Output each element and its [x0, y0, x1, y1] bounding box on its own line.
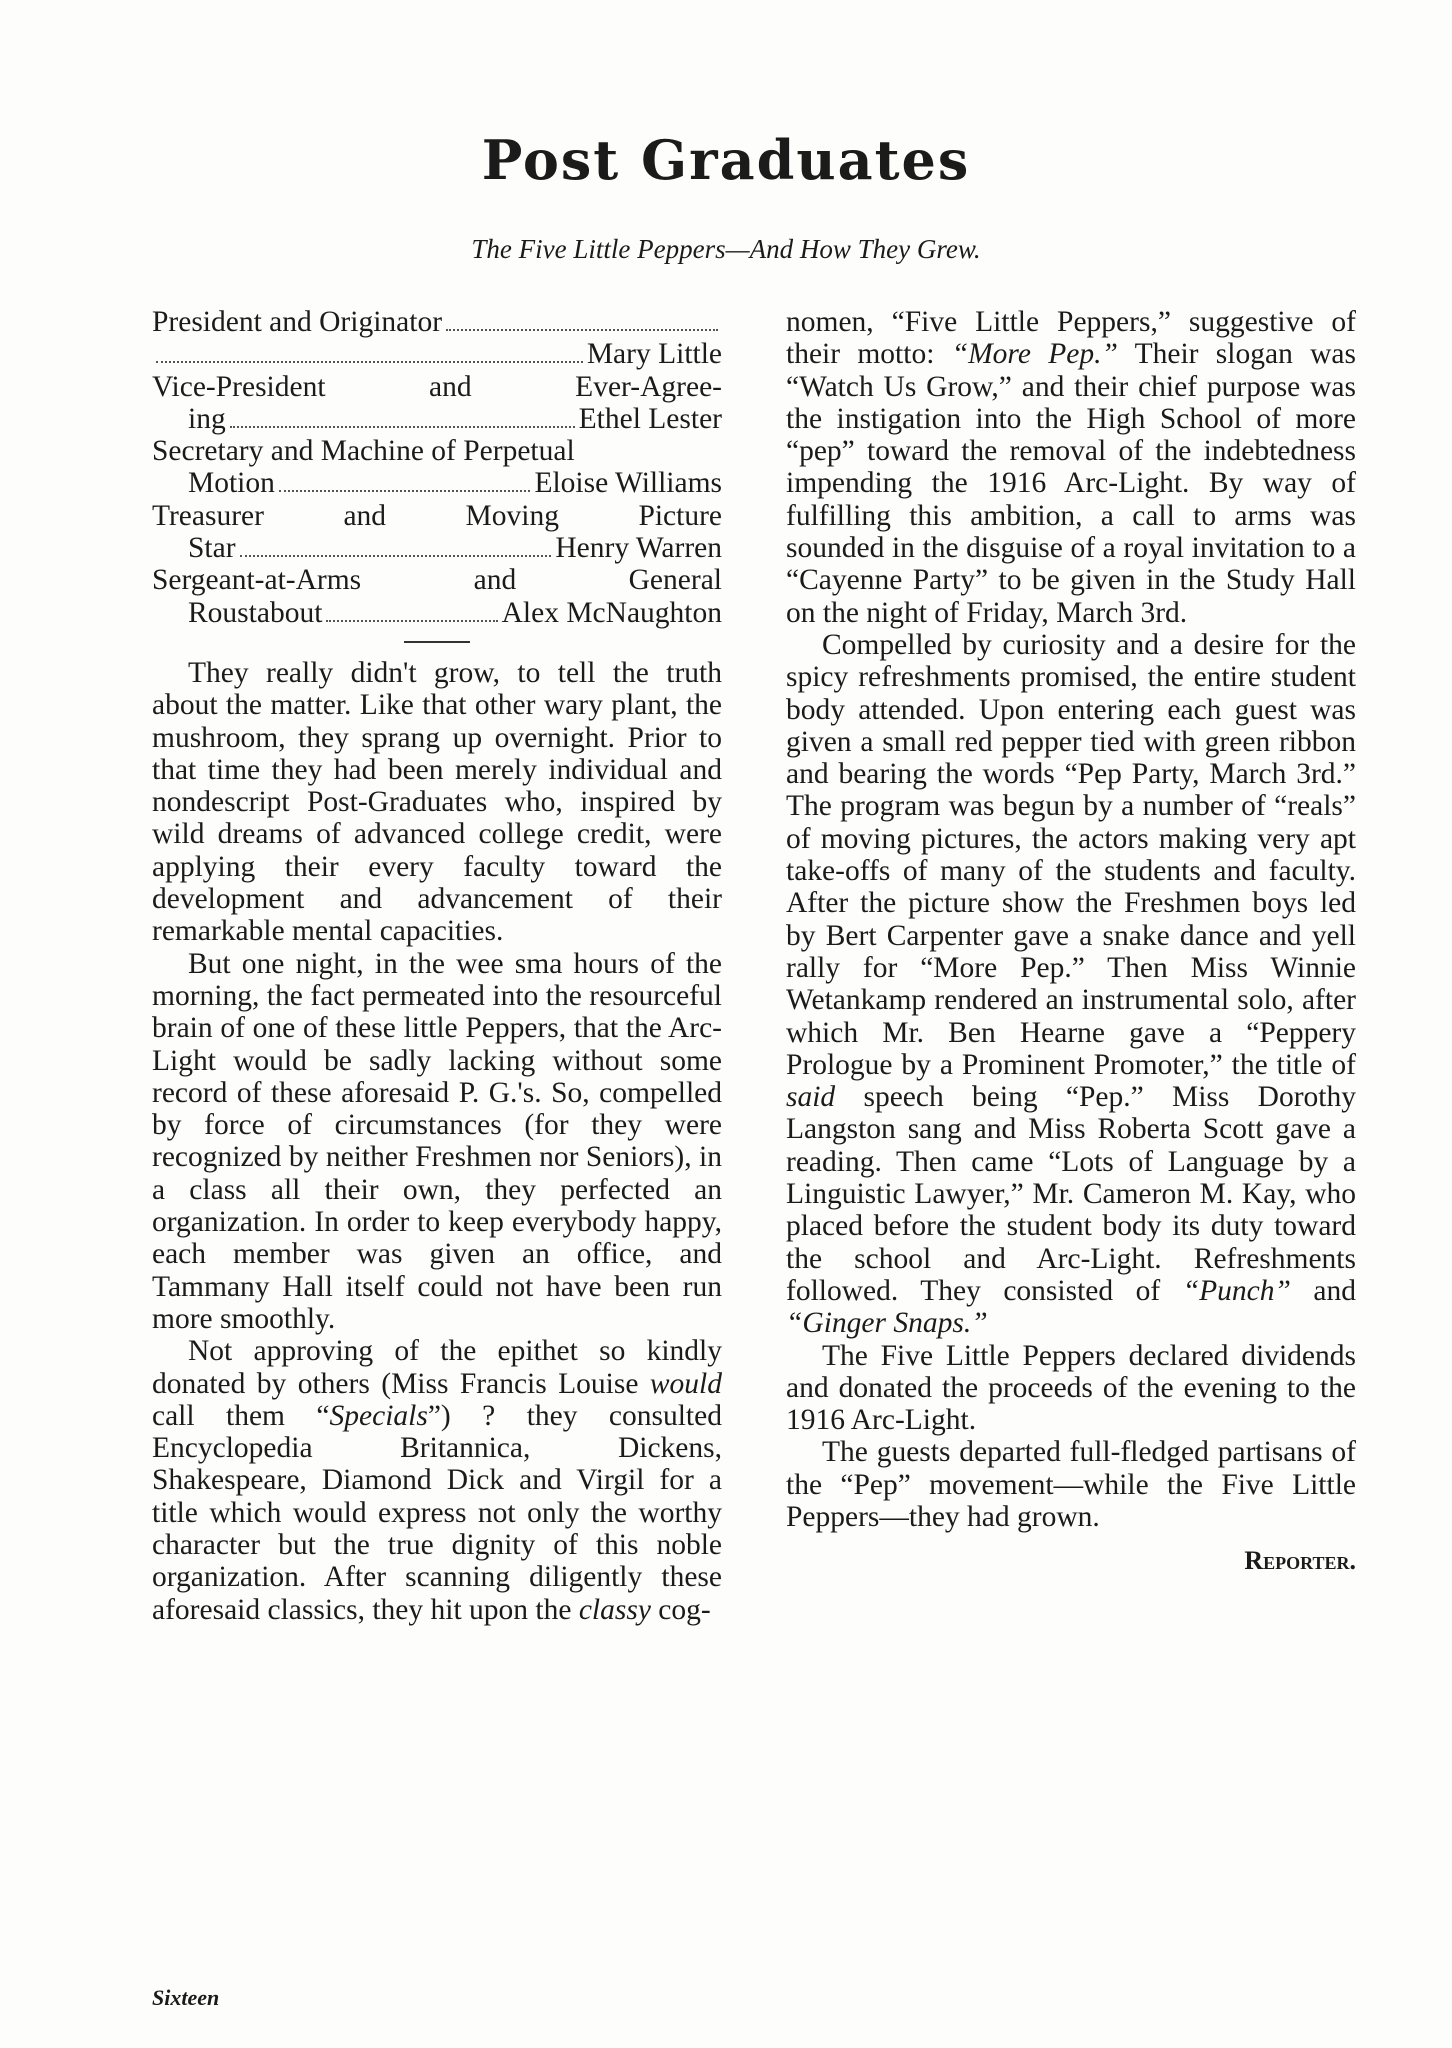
leader-dots: [446, 329, 718, 331]
officer-name: Mary Little: [586, 338, 722, 371]
leader-dots: [279, 490, 531, 492]
text-run: cog-: [650, 1593, 711, 1626]
italic-text: would: [649, 1367, 722, 1400]
officer-entry: [152, 338, 722, 370]
text-run: speech being “Pep.” Miss Dorothy Langston sang and Miss Roberta Scott gave a reading. Then came “Lots of Language by a Linguistic Lawyer,” Mr. Cameron M. Kay, who placed before the student body its duty toward the school and Arc-Light. Refreshments followed. They consisted of: [786, 1081, 1356, 1307]
right-column: [786, 306, 1356, 1578]
leader-dots: [230, 426, 575, 428]
officer-title-cont: Star: [188, 532, 236, 565]
text-run: Not approving of the epithet so kindly donated by others (Miss Francis Louise: [152, 1335, 722, 1400]
leader-dots: [240, 555, 552, 557]
section-divider: [404, 641, 470, 643]
italic-text: said: [786, 1081, 836, 1114]
officer-entry: [152, 597, 722, 629]
italic-text: Specials: [329, 1399, 428, 1432]
officer-title-cont: ing: [188, 402, 226, 435]
leader-dots: [326, 620, 497, 622]
officer-title: President and Originator: [152, 306, 443, 338]
text-run: Compelled by curiosity and a desire for the spicy refreshments promised, the entire student body attended. Upon entering each guest was given a small red pepper tied with green ribbon and bearing the words “Pep Party, March 3rd.” The program was begun by a number of “reals” of moving pictures, the actors making very apt take-offs of many of the students and faculty. After the picture show the Freshmen boys led by Bert Carpenter gave a snake dance and yell rally for “More Pep.” Then Miss Winnie Wetankamp rendered an instrumental solo, after which Mr. Ben Hearne gave a “Peppery Prologue by a Prominent Promoter,” the title of: [786, 628, 1356, 1081]
text-run: nomen, “Five Little Peppers,” suggestive of their motto:: [786, 306, 1356, 371]
officer-name: Henry Warren: [555, 532, 722, 565]
officer-title: Treasurer and Moving Picture: [152, 499, 722, 532]
italic-text: “More Pep.”: [951, 338, 1118, 371]
paragraph: [786, 306, 1356, 629]
officer-entry: [152, 306, 722, 338]
officer-entry: [152, 564, 722, 596]
officer-entry: [152, 371, 722, 403]
paragraph: But one night, in the wee sma hours of the morning, the fact permeated into the resourceful brain of one of these little Peppers, that the Arc-Light would be sadly lacking without some record of these aforesaid P. G.'s. So, compelled by force of circumstances (for they were recognized by neither Freshmen nor Seniors), in a class all their own, they perfected an organization. In order to keep everybody happy, each member was given an office, and Tammany Hall itself could not have been run more smoothly.: [152, 947, 722, 1335]
officer-title-cont: Motion: [188, 467, 275, 500]
page-title: Post Graduates: [481, 128, 971, 192]
leader-dots: [156, 361, 583, 363]
officer-name: Alex McNaughton: [501, 596, 722, 629]
officer-name: Eloise Williams: [534, 467, 722, 500]
page-subtitle: The Five Little Peppers—And How They Grew.: [471, 234, 981, 264]
italic-text: “Punch”: [1182, 1274, 1291, 1307]
officer-title-cont: Roustabout: [188, 596, 323, 629]
left-column: [152, 306, 722, 1626]
text-run: and: [1290, 1274, 1357, 1307]
officer-entry: [152, 435, 722, 467]
officer-list: [152, 306, 722, 629]
officer-entry: [152, 500, 722, 532]
officer-entry: [152, 403, 722, 435]
paragraph: [152, 1335, 722, 1626]
officer-title: Secretary and Machine of Perpetual: [152, 435, 575, 468]
officer-title: Vice-President and Ever-Agree-: [152, 370, 722, 403]
officer-title: Sergeant-at-Arms and General: [152, 564, 722, 597]
text-run: call them “: [152, 1399, 330, 1432]
text-run: ”) ? they consulted Encyclopedia Britannica, Dickens, Shakespeare, Diamond Dick and Virgil for a title which would express not only the worthy character but the true dignity of this noble organization. After scanning diligently these aforesaid classics, they hit upon the: [152, 1399, 722, 1626]
page-number: Sixteen: [152, 1985, 220, 2010]
signature: Reporter.: [1244, 1546, 1356, 1576]
paragraph: [786, 629, 1356, 1340]
paragraph: The Five Little Peppers declared dividends and donated the proceeds of the evening to the 1916 Arc-Light.: [786, 1339, 1356, 1437]
italic-text: classy: [578, 1593, 651, 1626]
text-run: Their slogan was “Watch Us Grow,” and their chief purpose was the instigation into the High School of more “pep” toward the removal of the indebtedness impending the 1916 Arc-Light. By way of fulfilling this ambition, a call to arms was sounded in the disguise of a royal invitation to a “Cayenne Party” to be given in the Study Hall on the night of Friday, March 3rd.: [786, 338, 1357, 629]
officer-entry: [152, 467, 722, 499]
officer-name: Ethel Lester: [578, 402, 722, 435]
paragraph: The guests departed full-fledged partisans of the “Pep” movement—while the Five Little Peppers—they had grown.: [786, 1436, 1356, 1533]
officer-entry: [152, 532, 722, 564]
italic-text: “Ginger Snaps.”: [786, 1307, 988, 1340]
paragraph: They really didn't grow, to tell the truth about the matter. Like that other wary plant, the mushroom, they sprang up overnight. Prior to that time they had been merely individual and nondescript Post-Graduates who, inspired by wild dreams of advanced college credit, were applying their every faculty toward the development and advancement of their remarkable mental capacities.: [152, 656, 722, 948]
